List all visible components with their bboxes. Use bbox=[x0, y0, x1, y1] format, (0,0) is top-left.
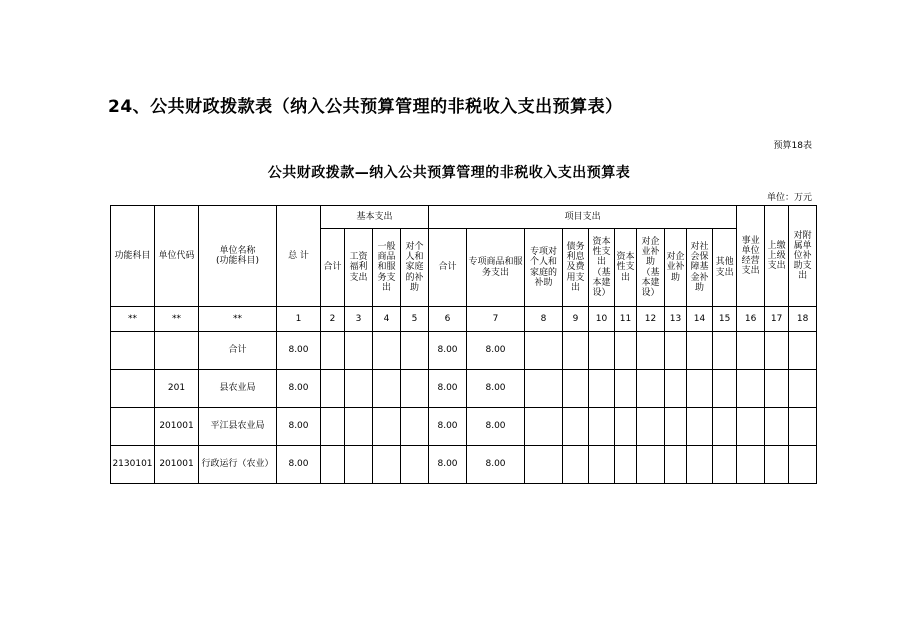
header-project-total: 合计 bbox=[429, 229, 467, 307]
cell-total: 8.00 bbox=[277, 332, 321, 370]
cell-project-personal bbox=[525, 332, 563, 370]
table-row bbox=[111, 370, 817, 408]
header-capital-basic: 资本性支出（基本建设） bbox=[589, 229, 615, 307]
numrow-cell: ** bbox=[155, 307, 199, 332]
header-project-personal: 专项对个人和家庭的补助 bbox=[525, 229, 563, 307]
cell-total: 8.00 bbox=[277, 408, 321, 446]
cell-basic-total bbox=[321, 446, 345, 484]
cell-project-total: 8.00 bbox=[429, 370, 467, 408]
cell-enterprise-basic bbox=[637, 446, 665, 484]
cell-unit-name: 县农业局 bbox=[199, 370, 277, 408]
cell-to-superior bbox=[765, 408, 789, 446]
table-group-header-row bbox=[111, 206, 817, 229]
numrow-cell: 12 bbox=[637, 307, 665, 332]
cell-enterprise bbox=[665, 408, 687, 446]
cell-other bbox=[713, 370, 737, 408]
header-debt-interest: 债务利息及费用支出 bbox=[563, 229, 589, 307]
cell-capital-basic bbox=[589, 446, 615, 484]
header-functional-code: 功能科目 bbox=[111, 206, 155, 307]
cell-unit-code bbox=[155, 332, 199, 370]
cell-project-goods: 8.00 bbox=[467, 370, 525, 408]
cell-debt-interest bbox=[563, 370, 589, 408]
cell-enterprise-basic bbox=[637, 370, 665, 408]
header-unit-name: 单位名称 (功能科目) bbox=[199, 206, 277, 307]
cell-to-subordinate bbox=[789, 408, 817, 446]
cell-business-operating bbox=[737, 370, 765, 408]
table-row bbox=[111, 332, 817, 370]
cell-basic-total bbox=[321, 332, 345, 370]
numrow-cell: 10 bbox=[589, 307, 615, 332]
cell-unit-name: 行政运行（农业） bbox=[199, 446, 277, 484]
header-basic-total: 合计 bbox=[321, 229, 345, 307]
cell-capital-basic bbox=[589, 332, 615, 370]
cell-to-subordinate bbox=[789, 370, 817, 408]
cell-functional-code bbox=[111, 332, 155, 370]
cell-social-security bbox=[687, 408, 713, 446]
cell-unit-name: 合计 bbox=[199, 332, 277, 370]
numrow-cell: ** bbox=[111, 307, 155, 332]
cell-basic-goods bbox=[373, 370, 401, 408]
cell-capital-basic bbox=[589, 408, 615, 446]
numrow-cell: 17 bbox=[765, 307, 789, 332]
cell-basic-goods bbox=[373, 408, 401, 446]
cell-unit-name: 平江县农业局 bbox=[199, 408, 277, 446]
header-total: 总 计 bbox=[277, 206, 321, 307]
numrow-cell: 4 bbox=[373, 307, 401, 332]
cell-enterprise-basic bbox=[637, 332, 665, 370]
cell-to-superior bbox=[765, 332, 789, 370]
cell-functional-code bbox=[111, 408, 155, 446]
header-enterprise-basic: 对企业补助（基本建设） bbox=[637, 229, 665, 307]
numrow-cell: 1 bbox=[277, 307, 321, 332]
budget-form-ref: 预算18表 bbox=[773, 141, 812, 151]
header-enterprise: 对企业补助 bbox=[665, 229, 687, 307]
header-business-operating: 事业单位经营支出 bbox=[737, 206, 765, 307]
table-number-row bbox=[111, 307, 817, 332]
cell-to-superior bbox=[765, 370, 789, 408]
header-other: 其他支出 bbox=[713, 229, 737, 307]
cell-business-operating bbox=[737, 446, 765, 484]
cell-to-superior bbox=[765, 446, 789, 484]
header-to-superior: 上缴上级支出 bbox=[765, 206, 789, 307]
numrow-cell: 5 bbox=[401, 307, 429, 332]
cell-capital bbox=[615, 408, 637, 446]
header-group-project: 项目支出 bbox=[429, 206, 737, 229]
table-title: 公共财政拨款—纳入公共预算管理的非税收入支出预算表 bbox=[267, 165, 631, 181]
cell-project-total: 8.00 bbox=[429, 408, 467, 446]
cell-unit-code: 201001 bbox=[155, 446, 199, 484]
cell-basic-salary bbox=[345, 332, 373, 370]
cell-business-operating bbox=[737, 408, 765, 446]
cell-basic-personal bbox=[401, 370, 429, 408]
cell-debt-interest bbox=[563, 332, 589, 370]
unit-note: 单位：万元 bbox=[766, 193, 812, 203]
cell-basic-salary bbox=[345, 370, 373, 408]
cell-capital-basic bbox=[589, 370, 615, 408]
cell-basic-goods bbox=[373, 446, 401, 484]
header-basic-goods: 一般商品和服务支出 bbox=[373, 229, 401, 307]
numrow-cell: 7 bbox=[467, 307, 525, 332]
cell-capital bbox=[615, 446, 637, 484]
header-unit-code: 单位代码 bbox=[155, 206, 199, 307]
numrow-cell: 16 bbox=[737, 307, 765, 332]
cell-debt-interest bbox=[563, 408, 589, 446]
header-group-basic: 基本支出 bbox=[321, 206, 429, 229]
cell-enterprise bbox=[665, 446, 687, 484]
numrow-cell: 14 bbox=[687, 307, 713, 332]
numrow-cell: 11 bbox=[615, 307, 637, 332]
cell-capital bbox=[615, 332, 637, 370]
numrow-cell: 8 bbox=[525, 307, 563, 332]
cell-basic-personal bbox=[401, 446, 429, 484]
cell-project-total: 8.00 bbox=[429, 332, 467, 370]
cell-basic-salary bbox=[345, 446, 373, 484]
cell-project-personal bbox=[525, 370, 563, 408]
numrow-cell: ** bbox=[199, 307, 277, 332]
cell-other bbox=[713, 446, 737, 484]
cell-to-subordinate bbox=[789, 446, 817, 484]
cell-project-total: 8.00 bbox=[429, 446, 467, 484]
numrow-cell: 18 bbox=[789, 307, 817, 332]
numrow-cell: 6 bbox=[429, 307, 467, 332]
cell-project-personal bbox=[525, 446, 563, 484]
cell-unit-code: 201001 bbox=[155, 408, 199, 446]
header-social-security: 对社会保障基金补助 bbox=[687, 229, 713, 307]
cell-functional-code bbox=[111, 370, 155, 408]
cell-basic-salary bbox=[345, 408, 373, 446]
cell-basic-personal bbox=[401, 408, 429, 446]
cell-total: 8.00 bbox=[277, 446, 321, 484]
cell-total: 8.00 bbox=[277, 370, 321, 408]
header-basic-salary: 工资福利支出 bbox=[345, 229, 373, 307]
header-project-goods: 专项商品和服务支出 bbox=[467, 229, 525, 307]
numrow-cell: 2 bbox=[321, 307, 345, 332]
cell-to-subordinate bbox=[789, 332, 817, 370]
cell-project-goods: 8.00 bbox=[467, 408, 525, 446]
cell-capital bbox=[615, 370, 637, 408]
numrow-cell: 9 bbox=[563, 307, 589, 332]
cell-business-operating bbox=[737, 332, 765, 370]
header-capital: 资本性支出 bbox=[615, 229, 637, 307]
cell-basic-total bbox=[321, 408, 345, 446]
cell-unit-code: 201 bbox=[155, 370, 199, 408]
cell-social-security bbox=[687, 370, 713, 408]
table-row bbox=[111, 408, 817, 446]
cell-enterprise bbox=[665, 332, 687, 370]
cell-social-security bbox=[687, 446, 713, 484]
cell-basic-goods bbox=[373, 332, 401, 370]
budget-table bbox=[110, 205, 817, 484]
cell-enterprise-basic bbox=[637, 408, 665, 446]
cell-other bbox=[713, 408, 737, 446]
numrow-cell: 3 bbox=[345, 307, 373, 332]
cell-project-goods: 8.00 bbox=[467, 332, 525, 370]
cell-basic-total bbox=[321, 370, 345, 408]
numrow-cell: 15 bbox=[713, 307, 737, 332]
cell-project-personal bbox=[525, 408, 563, 446]
cell-project-goods: 8.00 bbox=[467, 446, 525, 484]
cell-social-security bbox=[687, 332, 713, 370]
header-basic-personal: 对个人和家庭的补助 bbox=[401, 229, 429, 307]
numrow-cell: 13 bbox=[665, 307, 687, 332]
cell-basic-personal bbox=[401, 332, 429, 370]
cell-debt-interest bbox=[563, 446, 589, 484]
cell-functional-code: 2130101 bbox=[111, 446, 155, 484]
table-row bbox=[111, 446, 817, 484]
page-title: 24、公共财政拨款表（纳入公共预算管理的非税收入支出预算表） bbox=[108, 97, 623, 117]
header-to-subordinate: 对附属单位补助支出 bbox=[789, 206, 817, 307]
cell-other bbox=[713, 332, 737, 370]
cell-enterprise bbox=[665, 370, 687, 408]
